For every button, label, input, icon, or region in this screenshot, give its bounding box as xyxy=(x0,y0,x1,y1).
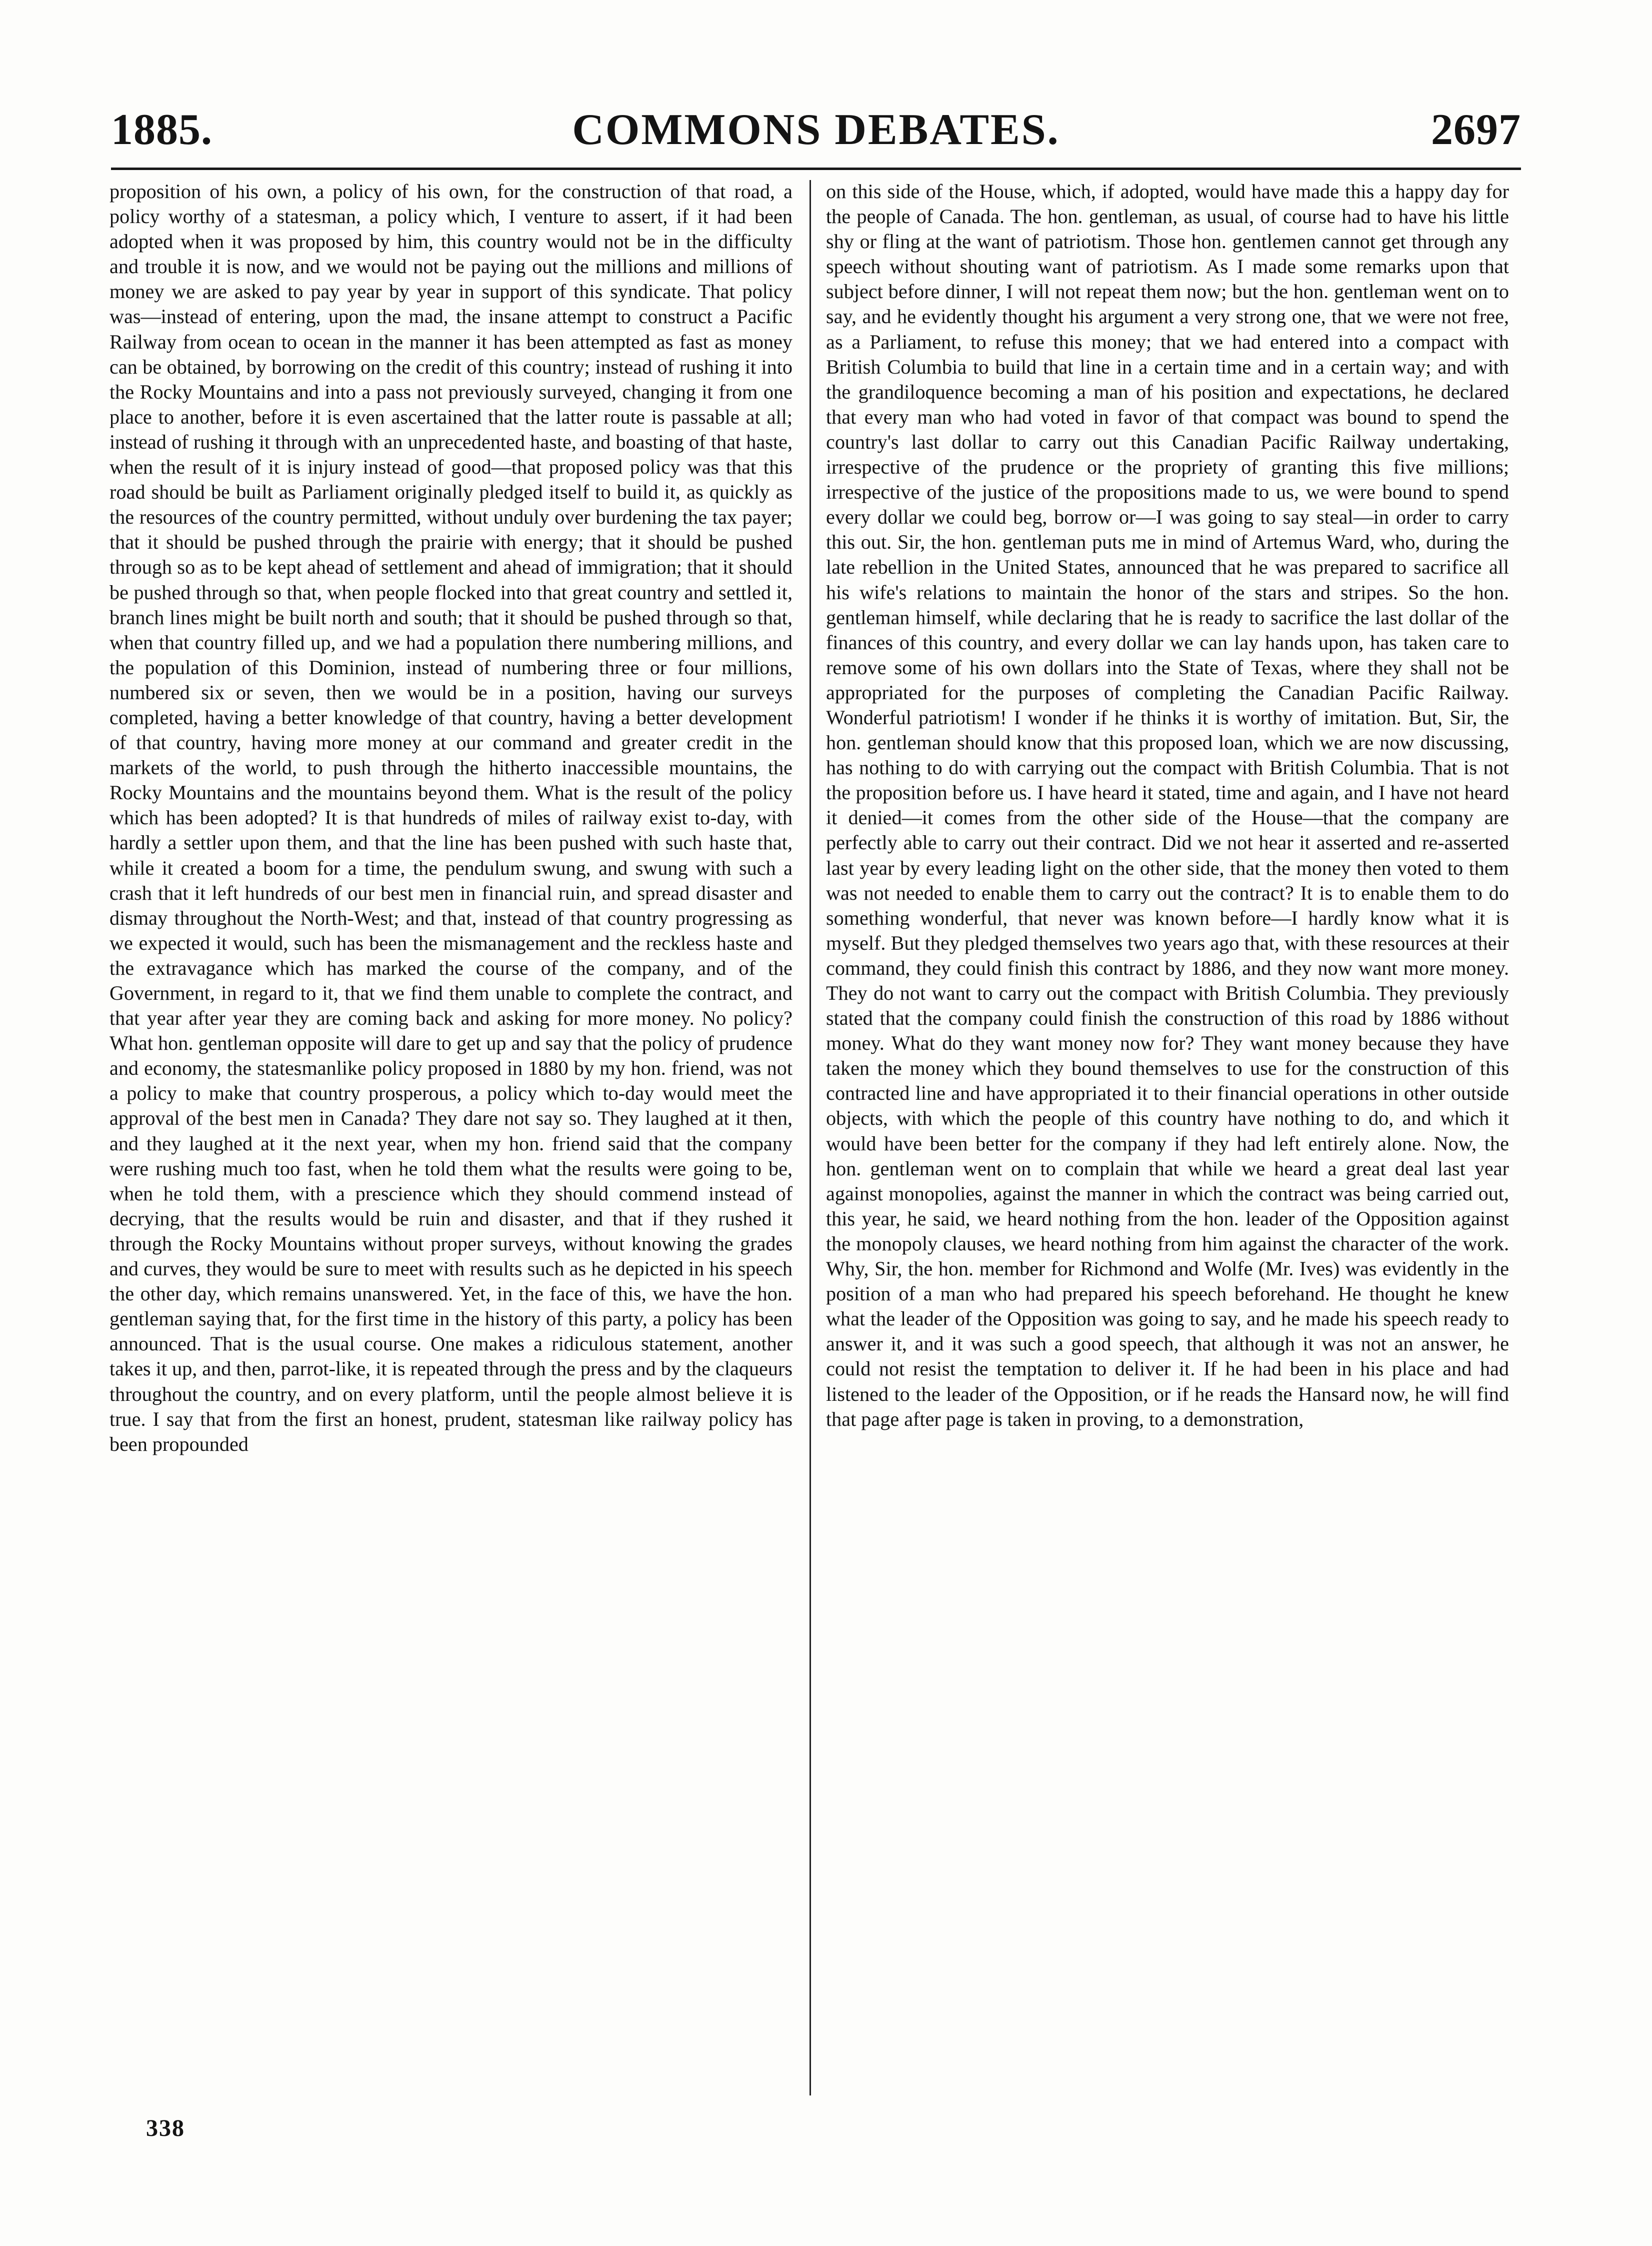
header-title: COMMONS DEBATES. xyxy=(572,106,1060,154)
right-column xyxy=(826,179,1509,2104)
signature-mark: 338 xyxy=(146,2115,185,2141)
header-page-number: 2697 xyxy=(1431,106,1521,154)
left-column xyxy=(110,179,792,2104)
header-rule xyxy=(111,168,1521,170)
right-column-text: on this side of the House, which, if adopted, would have made this a happy day for the people of Canada. The hon. gentleman, as usual, of course had to have his little shy or fling at the want of patriotism. Those hon. gentlemen cannot get through any speech without shouting want of patriotism. As I made some remarks upon that subject before dinner, I will not repeat them now; but the hon. gentleman went on to say, and he evidently thought his argument a very strong one, that we were not free, as a Parliament, to refuse this money; that we had entered into a compact with British Columbia to build that line in a certain time and in a certain way; and with the grandiloquence becoming a man of his position and expectations, he declared that every man who had voted in favor of that compact was bound to spend the country's last dollar to carry out this Canadian Pacific Railway undertaking, irrespective of the prudence or the propriety of granting this five millions; irrespective of the justice of the propositions made to us, we were bound to spend every dollar we could beg, borrow or—I was going to say steal—in order to carry this out. Sir, the hon. gentleman puts me in mind of Artemus Ward, who, during the late rebellion in the United States, announced that he was prepared to sacrifice all his wife's relations to maintain the honor of the stars and stripes. So the hon. gentleman himself, while declaring that he is ready to sacrifice the last dollar of the finances of this country, and every dollar we can lay hands upon, has taken care to remove some of his own dollars into the State of Texas, where they shall not be appropriated for the purposes of completing the Canadian Pacific Railway. Wonderful patriotism! I wonder if he thinks it is worthy of imitation. But, Sir, the hon. gentleman should know that this proposed loan, which we are now discussing, has nothing to do with carrying out the compact with British Columbia. That is not the proposition before us. I have heard it stated, time and again, and I have not heard it denied—it comes from the other side of the House—that the company are perfectly able to carry out their contract. Did we not hear it asserted and re-asserted last year by every leading light on the other side, that the money then voted to them was not needed to enable them to carry out the contract? It is to enable them to do something wonderful, that never was known before—I hardly know what it is myself. But they pledged themselves two years ago that, with these resources at their command, they could finish this contract by 1886, and they now want more money. They do not want to carry out the compact with British Columbia. They previously stated that the company could finish the construction of this road by 1886 without money. What do they want money now for? They want money because they have taken the money which they bound themselves to use for the construction of this contracted line and have appropriated it to their financial operations in other outside objects, with which the people of this country have nothing to do, and which it would have been better for the company if they had left entirely alone. Now, the hon. gentleman went on to complain that while we heard a great deal last year against monopolies, against the manner in which the contract was being carried out, this year, he said, we heard nothing from the hon. leader of the Opposition against the monopoly clauses, we heard nothing from him against the character of the work. Why, Sir, the hon. member for Richmond and Wolfe (Mr. Ives) was evidently in the position of a man who had prepared his speech beforehand. He thought he knew what the leader of the Opposition was going to say, and he made his speech ready to answer it, and it was such a good speech, that although it was not an answer, he could not resist the temptation to deliver it. If he had been in his place and had listened to the leader of the Opposition, or if he reads the Hansard now, he will find that page after page is taken in proving, to a demonstration, xyxy=(826,180,1509,1430)
header-year: 1885. xyxy=(111,106,212,154)
left-column-text: proposition of his own, a policy of his own, for the construction of that road, a policy worthy of a statesman, a policy which, I venture to assert, if it had been adopted when it was proposed by him, this country would not be in the difficulty and trouble it is now, and we would not be paying out the millions and millions of money we are asked to pay year by year in support of this syndicate. That policy was—instead of entering, upon the mad, the insane attempt to construct a Pacific Railway from ocean to ocean in the manner it has been attempted as fast as money can be obtained, by borrowing on the credit of this country; instead of rushing it into the Rocky Mountains and into a pass not previously surveyed, changing it from one place to another, before it is even ascertained that the latter route is passable at all; instead of rushing it through with an unprecedented haste, and boasting of that haste, when the result of it is injury instead of good—that proposed policy was that this road should be built as Parliament originally pledged itself to build it, as quickly as the resources of the country permitted, without unduly over burdening the tax payer; that it should be pushed through the prairie with energy; that it should be pushed through so as to be kept ahead of settlement and ahead of immigration; that it should be pushed through so that, when people flocked into that great country and settled it, branch lines might be built north and south; that it should be pushed through so that, when that country filled up, and we had a population there numbering millions, and the population of this Dominion, instead of numbering three or four millions, numbered six or seven, then we would be in a position, having our surveys completed, having a better knowledge of that country, having a better development of that country, having more money at our command and greater credit in the markets of the world, to push through the hitherto inaccessible mountains, the Rocky Mountains and the mountains beyond them. What is the result of the policy which has been adopted? It is that hundreds of miles of railway exist to-day, with hardly a settler upon them, and that the line has been pushed with such haste that, while it created a boom for a time, the pendulum swung, and swung with such a crash that it left hundreds of our best men in financial ruin, and spread disaster and dismay throughout the North-West; and that, instead of that country progressing as we expected it would, such has been the mismanagement and the reckless haste and the extravagance which has marked the course of the company, and of the Government, in regard to it, that we find them unable to complete the contract, and that year after year they are coming back and asking for more money. No policy? What hon. gentleman opposite will dare to get up and say that the policy of prudence and economy, the statesmanlike policy proposed in 1880 by my hon. friend, was not a policy to make that country prosperous, a policy which to-day would meet the approval of the best men in Canada? They dare not say so. They laughed at it then, and they laughed at it the next year, when my hon. friend said that the company were rushing much too fast, when he told them what the results were going to be, when he told them, with a prescience which they should commend instead of decrying, that the results would be ruin and disaster, and that if they rushed it through the Rocky Mountains without proper surveys, without knowing the grades and curves, they would be sure to meet with results such as he depicted in his speech the other day, which remains unanswered. Yet, in the face of this, we have the hon. gentleman saying that, for the first time in the history of this party, a policy has been announced. That is the usual course. One makes a ridiculous statement, another takes it up, and then, parrot-like, it is repeated through the press and by the claqueurs throughout the country, and on every platform, until the people almost believe it is true. I say that from the first an honest, prudent, statesman like railway policy has been propounded xyxy=(110,180,792,1455)
column-divider xyxy=(810,180,811,2095)
page-header xyxy=(111,103,1521,158)
